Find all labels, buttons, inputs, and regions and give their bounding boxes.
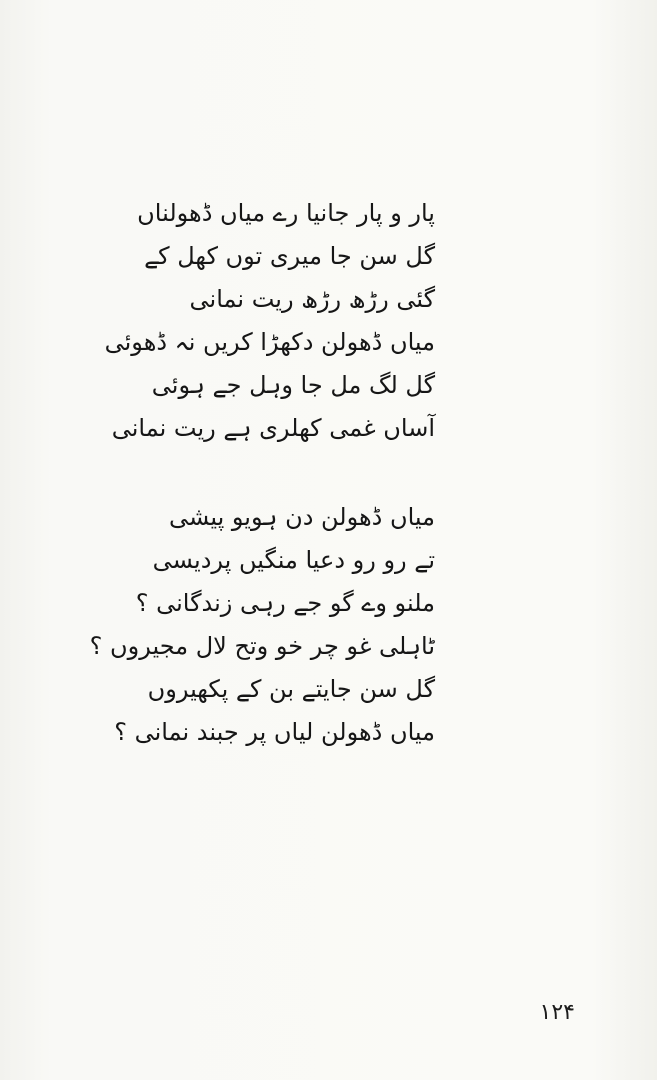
verse-line: میاں ڈھولن لیاں پر جبند نمانی ؟ <box>114 718 435 746</box>
verse-line: گل سن جایتے بن کے پکھیروں <box>147 675 435 703</box>
verse-line: میاں ڈھولن دکھڑا کریں نہ ڈھوئی <box>104 328 435 356</box>
verse-line: گئی رڑھ رڑھ ریت نمانی <box>189 285 435 313</box>
verse-line: تے رو رو دعیا منگیں پردیسی <box>152 546 435 574</box>
verse-line: میاں ڈھولن دن ہویو پیشی <box>168 503 435 531</box>
verse-line: گل سن جا میری توں کھل کے <box>144 242 435 270</box>
page-number: ۱۲۴ <box>539 1000 575 1025</box>
verse-line: گل لگ مل جا وہل جے ہوئی <box>151 371 435 399</box>
verse-line: آساں غمی کھلری ہے ریت نمانی <box>111 414 435 442</box>
verse-line: پار و پار جانیا رے میاں ڈھولناں <box>137 199 435 227</box>
verse-line: ٹاہلی غو چر خو وتح لال مجیروں ؟ <box>89 632 435 660</box>
verse-line: ملنو وے گو جے رہی زندگانی ؟ <box>135 589 435 617</box>
